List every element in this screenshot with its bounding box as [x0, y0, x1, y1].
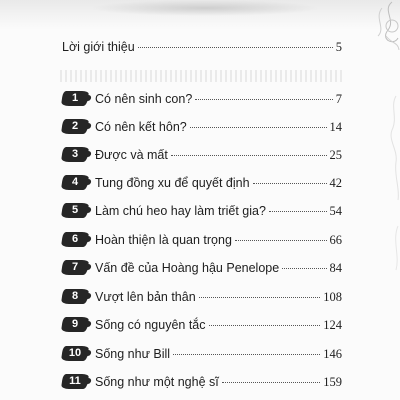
- dot-leader: [269, 211, 327, 212]
- entry-title: Lời giới thiệu: [62, 40, 135, 54]
- chapter-number-badge: 3: [62, 147, 88, 162]
- page-number: 124: [323, 318, 342, 332]
- table-of-contents: [62, 0, 342, 400]
- entry-title: Vấn đề của Hoàng hậu Penelope: [95, 261, 280, 275]
- page-number: 14: [329, 120, 342, 134]
- dot-leader: [253, 183, 327, 184]
- chapter-number-badge: 11: [62, 374, 88, 389]
- entry-title: Tung đồng xu để quyết định: [95, 176, 250, 190]
- toc-entry-intro[interactable]: [62, 40, 342, 60]
- page-number: 159: [323, 375, 342, 389]
- dot-leader: [235, 240, 327, 241]
- chapter-number-badge: 7: [62, 260, 88, 275]
- entry-title: Hoàn thiện là quan trọng: [95, 233, 232, 247]
- page-number: 54: [329, 204, 342, 218]
- entry-title: Sống như một nghệ sĩ: [95, 375, 219, 389]
- page-number: 5: [335, 40, 342, 54]
- page-number: 7: [335, 92, 342, 106]
- toc-entry-chapter-4[interactable]: [62, 172, 342, 192]
- ornamental-divider: [60, 70, 342, 82]
- toc-entry-chapter-10[interactable]: [62, 343, 342, 363]
- dot-leader: [195, 99, 332, 100]
- dot-leader: [282, 268, 326, 269]
- entry-title: Có nên sinh con?: [95, 92, 193, 106]
- chapter-number-badge: 2: [62, 119, 88, 134]
- toc-entry-chapter-8[interactable]: [62, 286, 342, 306]
- page-number: 146: [323, 347, 342, 361]
- chapter-number-badge: 10: [62, 346, 88, 361]
- page-number: 42: [329, 176, 342, 190]
- page-number: 84: [329, 261, 342, 275]
- toc-entry-chapter-11[interactable]: [62, 371, 342, 391]
- dot-leader: [138, 47, 333, 48]
- page-number: 108: [323, 290, 342, 304]
- toc-entry-chapter-3[interactable]: [62, 144, 342, 164]
- toc-entry-chapter-7[interactable]: [62, 257, 342, 277]
- entry-title: Có nên kết hôn?: [95, 120, 187, 134]
- decorative-sketch: [352, 0, 400, 400]
- dot-leader: [209, 325, 321, 326]
- dot-leader: [222, 382, 321, 383]
- chapter-number-badge: 6: [62, 232, 88, 247]
- toc-entry-chapter-2[interactable]: [62, 116, 342, 136]
- toc-entry-chapter-9[interactable]: [62, 314, 342, 334]
- page-number: 25: [329, 148, 342, 162]
- chapter-number-badge: 1: [62, 91, 88, 106]
- entry-title: Làm chú heo hay làm triết gia?: [95, 204, 266, 218]
- dot-leader: [171, 155, 327, 156]
- toc-entry-chapter-1[interactable]: [62, 88, 342, 108]
- dot-leader: [173, 354, 320, 355]
- chapter-number-badge: 5: [62, 203, 88, 218]
- chapter-number-badge: 4: [62, 175, 88, 190]
- dot-leader: [190, 127, 327, 128]
- entry-title: Được và mất: [95, 148, 168, 162]
- chapter-number-badge: 8: [62, 289, 88, 304]
- entry-title: Vượt lên bản thân: [95, 290, 196, 304]
- chapter-number-badge: 9: [62, 317, 88, 332]
- toc-entry-chapter-5[interactable]: [62, 200, 342, 220]
- toc-entry-chapter-6[interactable]: [62, 229, 342, 249]
- page-number: 66: [329, 233, 342, 247]
- entry-title: Sống có nguyên tắc: [95, 318, 206, 332]
- dot-leader: [199, 297, 321, 298]
- entry-title: Sống như Bill: [95, 347, 171, 361]
